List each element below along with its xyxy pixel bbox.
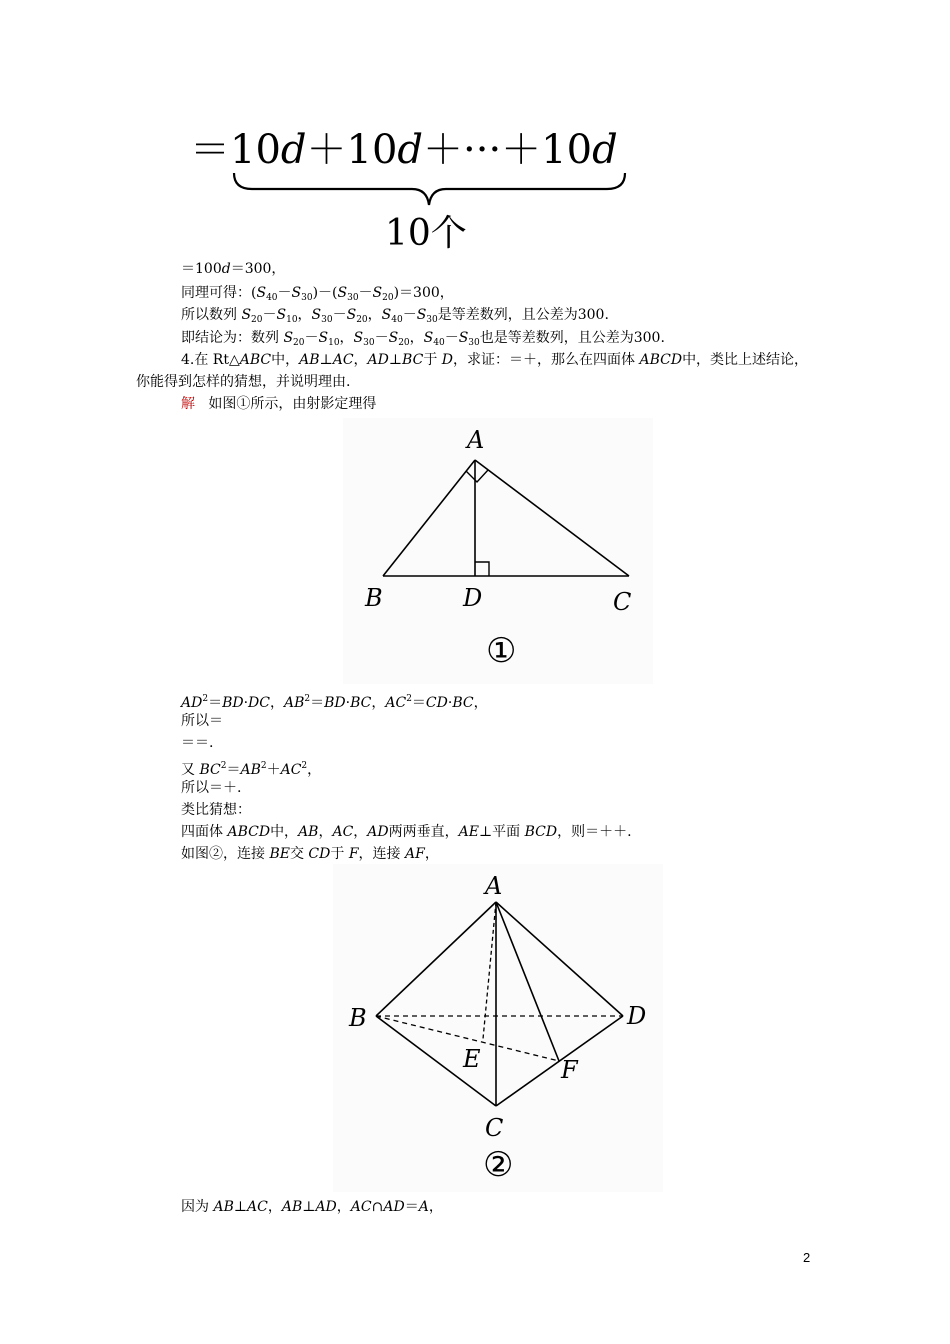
- page-number: 2: [803, 1250, 811, 1265]
- text-line-3: 所以数列 $S_{20}-S_{10}$，$S_{30}-S_{20}$，$S_{40}-S_{30}$是等差数列，且公差为300.: [181, 307, 609, 325]
- text-line-6: 你能得到怎样的猜想，并说明理由.: [136, 374, 351, 390]
- text-line-4: 即结论为：数列 $S_{20}-S_{10}$，$S_{30}-S_{20}$，$S_{40}-S_{30}$也是等差数列，且公差为300.: [181, 330, 665, 348]
- figure-1-right-triangle: [343, 418, 653, 684]
- label-C: C: [613, 588, 632, 616]
- label-D: D: [627, 1002, 647, 1030]
- figure-2-tetrahedron: [333, 864, 663, 1192]
- solution-label: 解: [181, 396, 195, 412]
- figure-1-caption: ①: [486, 631, 517, 671]
- label-D: D: [463, 584, 483, 612]
- label-E: E: [463, 1045, 481, 1073]
- solution-intro: 如图①所示，由射影定理得: [208, 396, 377, 412]
- formula-10d-sum: [190, 125, 640, 260]
- text-line-10: ＝＝.: [181, 735, 214, 751]
- formula-under-brace: 10个: [385, 213, 467, 254]
- text-line-14: 四面体 ABCD中，AB，AC，AD两两垂直，AE⊥平面 BCD，则＝＋＋.: [181, 824, 632, 840]
- text-line-16: 因为 AB⊥AC，AB⊥AD，AC∩AD＝A，: [181, 1199, 443, 1215]
- label-A: A: [467, 426, 485, 454]
- label-A: A: [485, 872, 503, 900]
- text-line-1: ＝100d＝300，: [181, 261, 286, 277]
- text-line-5: 4.在 Rt△ABC中，AB⊥AC，AD⊥BC于 D，求证：＝＋，那么在四面体 ABCD中，类比上述结论，: [181, 352, 809, 368]
- underbrace: [232, 171, 627, 207]
- text-line-7: [181, 395, 376, 413]
- text-line-8: $AD^2=BD\cdot DC$，$AB^2=BD\cdot BC$，$AC^2=CD\cdot BC$，: [181, 694, 488, 711]
- text-line-2: 同理可得：$(S_{40}-S_{30})-(S_{30}-S_{20})=300$，: [181, 285, 454, 303]
- label-B: B: [349, 1004, 367, 1032]
- text-line-12: 所以＝＋.: [181, 780, 242, 796]
- text-line-9: 所以＝: [181, 713, 223, 729]
- text-line-13: 类比猜想：: [181, 802, 251, 818]
- label-F: F: [561, 1056, 578, 1084]
- label-C: C: [485, 1114, 504, 1142]
- formula-top: ＝10d＋10d＋···＋10d: [190, 127, 618, 173]
- label-B: B: [365, 584, 383, 612]
- text-line-11: 又 $BC^2=AB^2+AC^2$，: [181, 761, 322, 778]
- figure-2-caption: ②: [483, 1145, 514, 1185]
- text-line-15: 如图②，连接 BE交 CD于 F，连接 AF，: [181, 846, 439, 862]
